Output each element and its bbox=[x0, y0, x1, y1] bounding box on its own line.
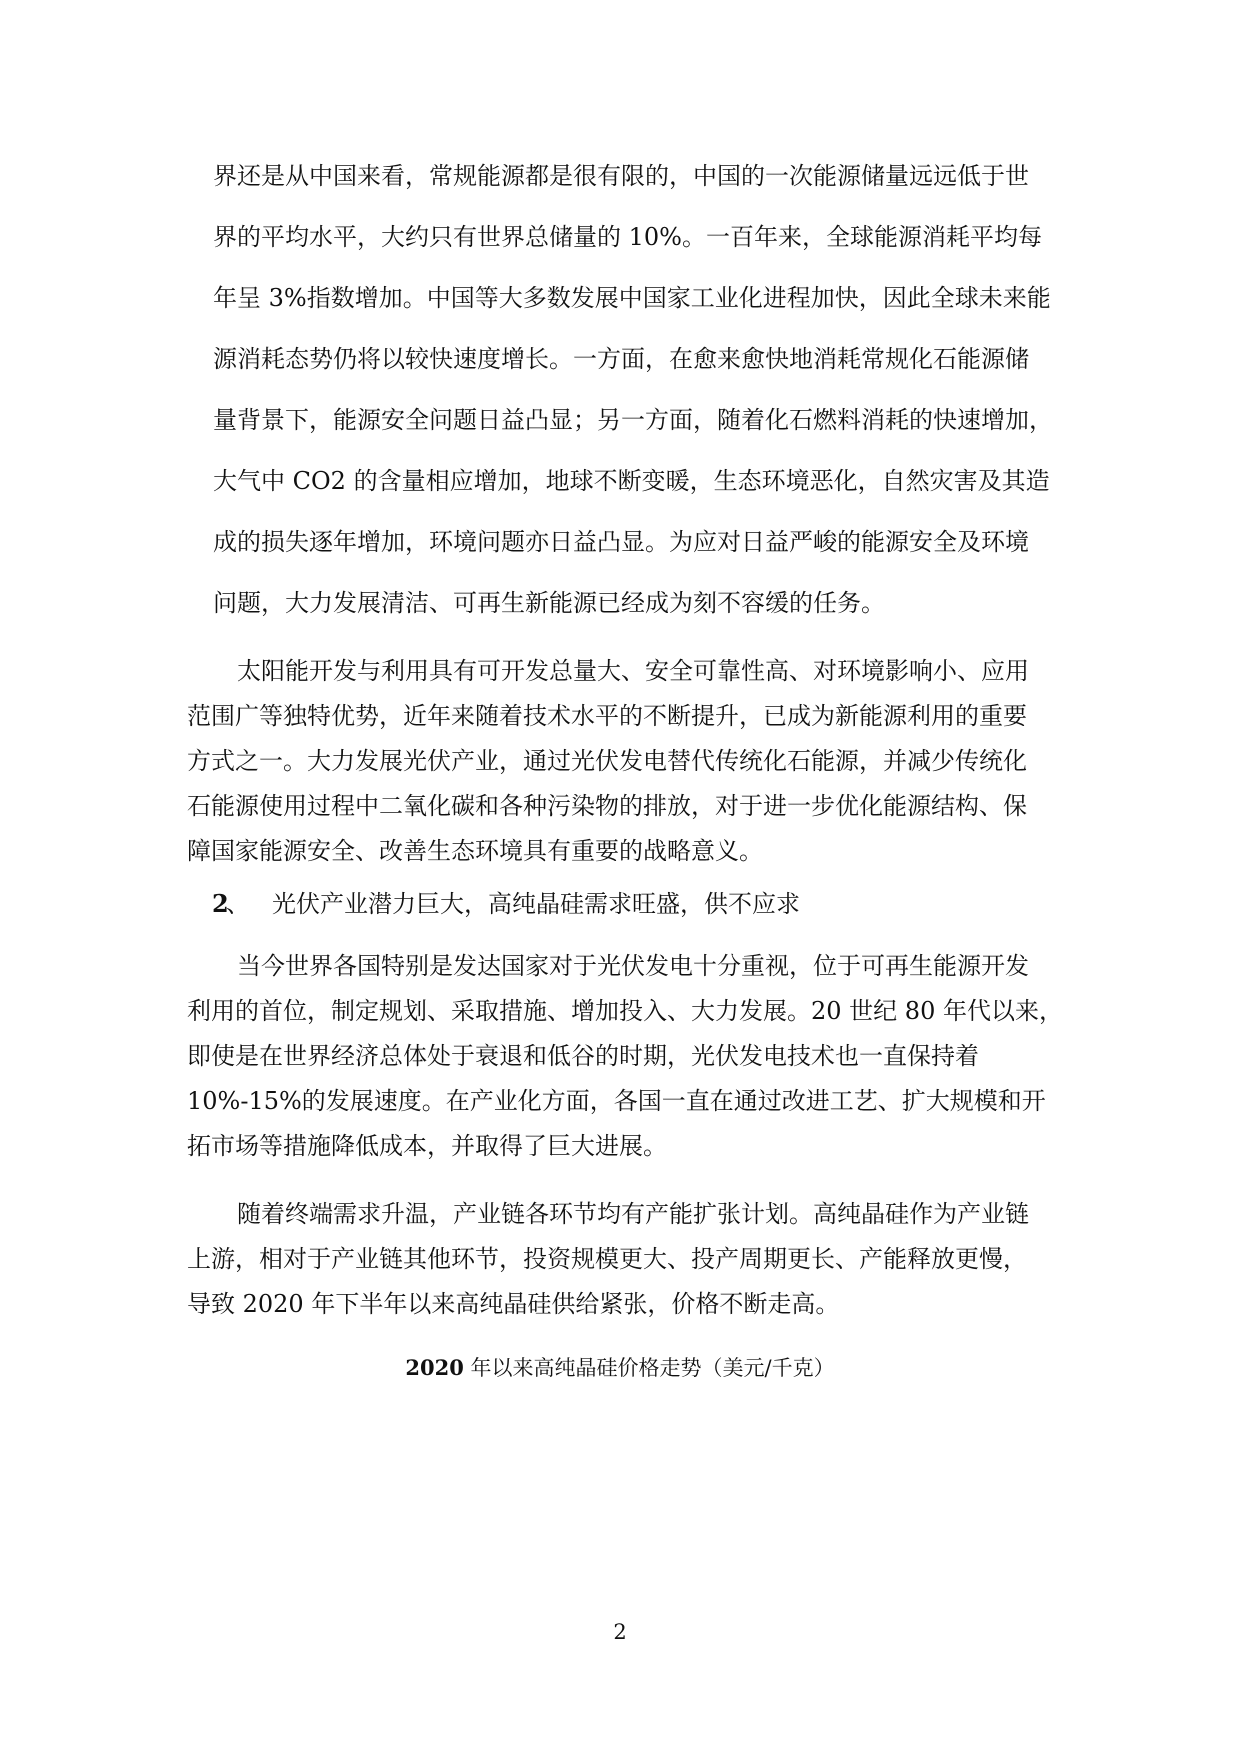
paragraph-1-line: 大气中 CO2 的含量相应增加，地球不断变暖，生态环境恶化，自然灾害及其造 bbox=[213, 467, 1050, 495]
paragraph-4-line: 随着终端需求升温，产业链各环节均有产能扩张计划。高纯晶硅作为产业链 bbox=[237, 1200, 1029, 1228]
paragraph-1-line: 问题，大力发展清洁、可再生新能源已经成为刻不容缓的任务。 bbox=[213, 589, 885, 617]
paragraph-2-line: 障国家能源安全、改善生态环境具有重要的战略意义。 bbox=[187, 837, 763, 865]
page-number: 2 bbox=[613, 1620, 627, 1644]
paragraph-3-line: 利用的首位，制定规划、采取措施、增加投入、大力发展。20 世纪 80 年代以来， bbox=[187, 997, 1063, 1025]
paragraph-3-line: 即使是在世界经济总体处于衰退和低谷的时期，光伏发电技术也一直保持着 bbox=[187, 1042, 979, 1070]
paragraph-2-line: 范围广等独特优势，近年来随着技术水平的不断提升，已成为新能源利用的重要 bbox=[187, 702, 1027, 730]
paragraph-1-line: 成的损失逐年增加，环境问题亦日益凸显。为应对日益严峻的能源安全及环境 bbox=[213, 528, 1029, 556]
section-number: 2 bbox=[212, 889, 229, 918]
paragraph-4-line: 导致 2020 年下半年以来高纯晶硅供给紧张，价格不断走高。 bbox=[187, 1290, 840, 1318]
paragraph-3-line: 10%-15%的发展速度。在产业化方面，各国一直在通过改进工艺、扩大规模和开 bbox=[187, 1087, 1046, 1115]
paragraph-2-line: 太阳能开发与利用具有可开发总量大、安全可靠性高、对环境影响小、应用 bbox=[237, 657, 1029, 685]
paragraph-1-line: 年呈 3%指数增加。中国等大多数发展中国家工业化进程加快，因此全球未来能 bbox=[213, 284, 1051, 312]
paragraph-1-line: 界的平均水平，大约只有世界总储量的 10%。一百年来，全球能源消耗平均每 bbox=[213, 223, 1042, 251]
paragraph-3-line: 当今世界各国特别是发达国家对于光伏发电十分重视，位于可再生能源开发 bbox=[237, 952, 1029, 980]
section-title: 光伏产业潜力巨大，高纯晶硅需求旺盛，供不应求 bbox=[272, 890, 800, 918]
figure-caption-text: 年以来高纯晶硅价格走势（美元/千克） bbox=[463, 1356, 835, 1380]
paragraph-2-line: 石能源使用过程中二氧化碳和各种污染物的排放，对于进一步优化能源结构、保 bbox=[187, 792, 1027, 820]
figure-caption bbox=[0, 1354, 1240, 1382]
paragraph-2-line: 方式之一。大力发展光伏产业，通过光伏发电替代传统化石能源，并减少传统化 bbox=[187, 747, 1027, 775]
figure-caption-year: 2020 bbox=[405, 1355, 464, 1380]
paragraph-1-line: 量背景下，能源安全问题日益凸显；另一方面，随着化石燃料消耗的快速增加， bbox=[213, 406, 1053, 434]
paragraph-3-line: 拓市场等措施降低成本，并取得了巨大进展。 bbox=[187, 1132, 667, 1160]
section-number-separator: 、 bbox=[226, 890, 250, 918]
paragraph-4-line: 上游，相对于产业链其他环节，投资规模更大、投产周期更长、产能释放更慢， bbox=[187, 1245, 1027, 1273]
paragraph-1-line: 源消耗态势仍将以较快速度增长。一方面，在愈来愈快地消耗常规化石能源储 bbox=[213, 345, 1029, 373]
paragraph-1-line: 界还是从中国来看，常规能源都是很有限的，中国的一次能源储量远远低于世 bbox=[213, 162, 1029, 190]
